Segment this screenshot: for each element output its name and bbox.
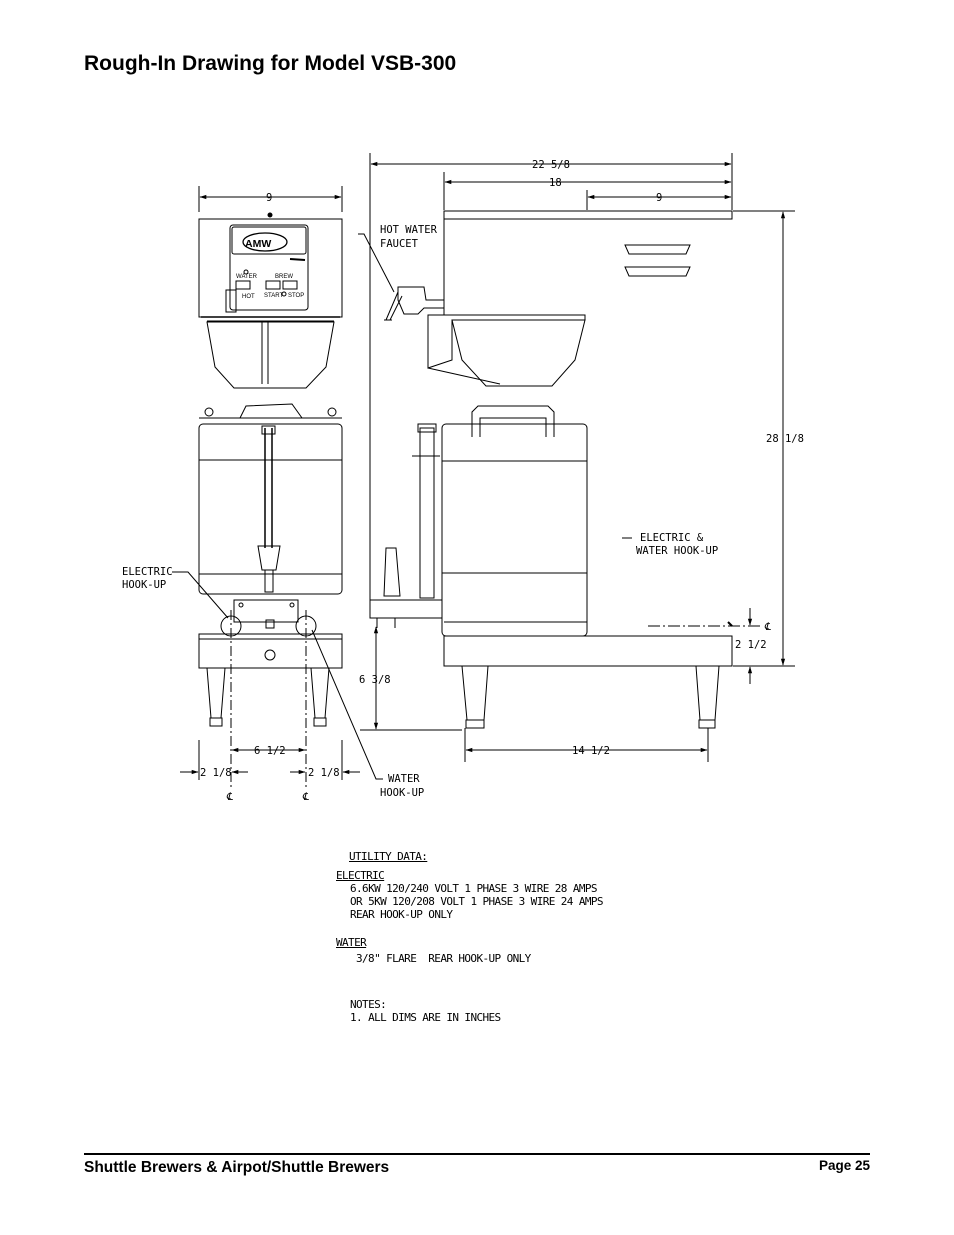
centerline-side-symbol: ℄ — [764, 621, 771, 633]
front-width-dim: 9 — [266, 192, 273, 204]
water-hookup-label-1: WATER — [388, 773, 420, 785]
body-depth-dim: 18 — [549, 177, 562, 189]
panel-start-label: START — [264, 293, 284, 299]
utility-data — [336, 850, 603, 1024]
electric-hookup-label-1: ELECTRIC — [122, 566, 173, 578]
panel-brew-label: BREW — [275, 274, 293, 280]
notes-heading: NOTES: — [350, 998, 387, 1011]
hot-water-faucet-label-1: HOT WATER — [380, 224, 437, 236]
leg-depth-dim: 14 1/2 — [572, 745, 610, 757]
panel-hot-label: HOT — [242, 294, 255, 300]
electric-line-2: OR 5KW 120/208 VOLT 1 PHASE 3 WIRE 24 AMPS — [350, 895, 603, 908]
electric-heading: ELECTRIC — [336, 869, 385, 882]
side-view — [358, 153, 795, 762]
electric-water-hookup-label-1: ELECTRIC & — [640, 532, 704, 544]
front-right-offset-dim: 2 1/8 — [308, 767, 340, 779]
water-hookup-label-2: HOOK-UP — [380, 787, 425, 799]
page-title: Rough-In Drawing for Model VSB-300 — [84, 52, 457, 75]
water-heading: WATER — [336, 936, 367, 949]
top-rear-dim: 9 — [656, 192, 663, 204]
leg-height-dim: 6 3/8 — [359, 674, 391, 686]
electric-line-1: 6.6KW 120/240 VOLT 1 PHASE 3 WIRE 28 AMPS — [350, 882, 597, 895]
centerline-right-symbol: ℄ — [302, 791, 309, 803]
utility-heading: UTILITY DATA: — [349, 850, 428, 863]
footer-divider — [84, 1153, 870, 1155]
electric-water-hookup-label-2: WATER HOOK-UP — [636, 545, 719, 557]
electric-hookup-label-2: HOOK-UP — [122, 579, 167, 591]
centerline-left-symbol: ℄ — [226, 791, 233, 803]
logo-text: AMW — [245, 238, 272, 250]
overall-depth-dim: 22 5/8 — [532, 159, 570, 171]
water-line: 3/8" FLARE REAR HOOK-UP ONLY — [356, 952, 531, 965]
panel-stop-label: STOP — [288, 293, 305, 299]
front-span-dim: 6 1/2 — [254, 745, 286, 757]
electric-line-3: REAR HOOK-UP ONLY — [350, 908, 453, 921]
front-left-offset-dim: 2 1/8 — [200, 767, 232, 779]
footer-title: Shuttle Brewers & Airpot/Shuttle Brewers — [84, 1159, 390, 1176]
page-number: Page 25 — [818, 1158, 870, 1173]
panel-water-label: WATER — [236, 274, 257, 280]
notes-line: 1. ALL DIMS ARE IN INCHES — [350, 1011, 501, 1024]
overall-height-dim: 28 1/8 — [766, 433, 804, 445]
hookup-height-dim: 2 1/2 — [735, 639, 767, 651]
hot-water-faucet-label-2: FAUCET — [380, 238, 418, 250]
